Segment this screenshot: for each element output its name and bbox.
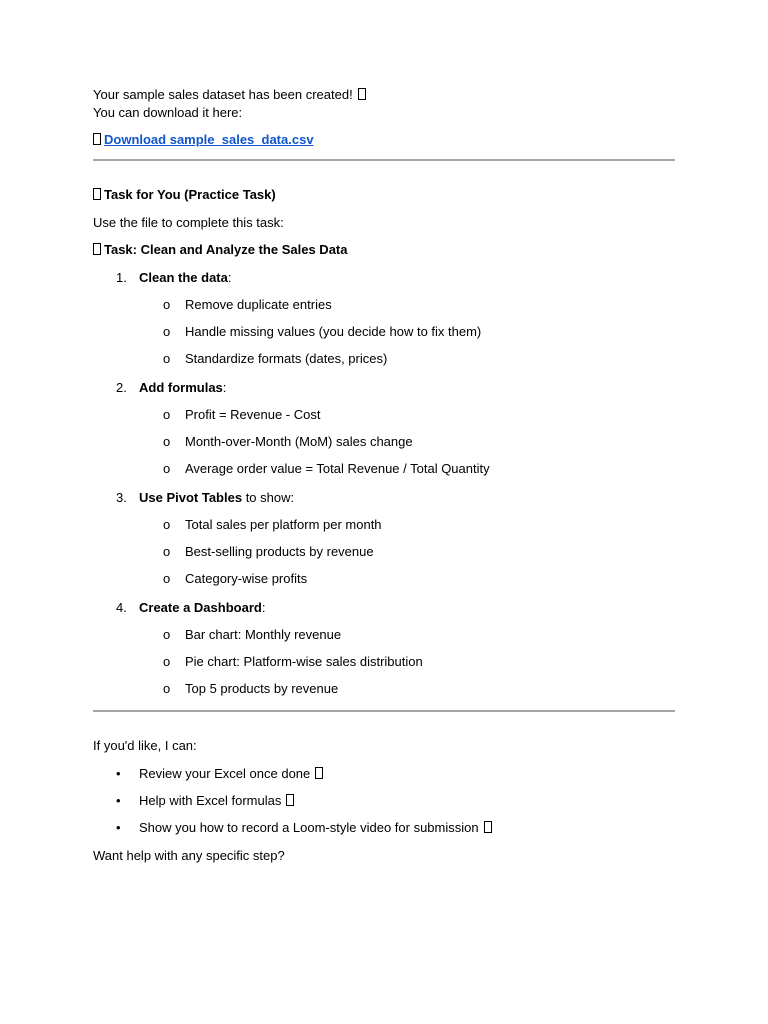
- sub-item-text: Bar chart: Monthly revenue: [185, 627, 342, 642]
- offer-item-line: [139, 765, 323, 783]
- sub-list-item: [93, 626, 675, 644]
- sub-list-item: [93, 680, 675, 698]
- sub-bullet-icon: o: [163, 571, 171, 586]
- bullet-icon: •: [116, 766, 121, 781]
- offer-item-line: [139, 792, 294, 810]
- step-4: [93, 599, 675, 698]
- sub-item-text: Top 5 products by revenue: [185, 681, 339, 696]
- sub-list-item: [93, 543, 675, 561]
- step-number: 2.: [116, 380, 127, 395]
- sub-bullet-icon: o: [163, 544, 171, 559]
- offer-list-item: [93, 792, 675, 810]
- step-title-line: [139, 269, 231, 287]
- step-suffix: to show:: [242, 490, 295, 505]
- step-header: [93, 599, 675, 617]
- sub-item-text: Handle missing values (you decide how to fix them): [185, 324, 482, 339]
- offer-item-text: Help with Excel formulas: [139, 793, 282, 808]
- closing-text: Want help with any specific step?: [93, 848, 285, 863]
- step-3: [93, 489, 675, 588]
- sub-list-item: [93, 350, 675, 368]
- intro-created-text: Your sample sales dataset has been created!: [93, 87, 353, 102]
- sub-bullet-icon: o: [163, 517, 171, 532]
- step-title: Add formulas: [139, 380, 223, 395]
- task-heading: [93, 186, 276, 204]
- intro-line-2: [93, 104, 242, 122]
- step-title-line: [139, 379, 226, 397]
- emoji-placeholder-icon: [93, 133, 101, 145]
- sub-item-text: Profit = Revenue - Cost: [185, 407, 321, 422]
- emoji-placeholder-icon: [358, 88, 366, 100]
- bullet-icon: •: [116, 793, 121, 808]
- step-1: [93, 269, 675, 368]
- sub-item-text: Month-over-Month (MoM) sales change: [185, 434, 413, 449]
- closing-question: [93, 847, 285, 865]
- sub-list-item: [93, 460, 675, 478]
- task-subheading: [93, 241, 347, 259]
- task-instruction: [93, 214, 284, 232]
- sub-list-item: [93, 406, 675, 424]
- download-link[interactable]: Download sample_sales_data.csv: [104, 132, 314, 147]
- sub-bullet-icon: o: [163, 461, 171, 476]
- step-suffix: :: [261, 600, 266, 615]
- emoji-placeholder-icon: [315, 767, 323, 779]
- sub-bullet-icon: o: [163, 324, 171, 339]
- offer-intro-text: If you'd like, I can:: [93, 738, 197, 753]
- task-heading-text: Task for You (Practice Task): [104, 187, 276, 202]
- step-number: 3.: [116, 490, 127, 505]
- bullet-icon: •: [116, 820, 121, 835]
- sub-bullet-icon: o: [163, 297, 171, 312]
- offer-list-item: [93, 765, 675, 783]
- task-subheading-text: Task: Clean and Analyze the Sales Data: [104, 242, 348, 257]
- download-line: [93, 131, 314, 149]
- step-title: Clean the data: [139, 270, 228, 285]
- sub-list-item: [93, 653, 675, 671]
- sub-list-item: [93, 296, 675, 314]
- offer-intro: [93, 737, 197, 755]
- sub-list-item: [93, 570, 675, 588]
- step-title-line: [139, 489, 294, 507]
- sub-item-text: Average order value = Total Revenue / Total Quantity: [185, 461, 490, 476]
- sub-list-item: [93, 516, 675, 534]
- step-title: Use Pivot Tables: [139, 490, 243, 505]
- sub-bullet-icon: o: [163, 351, 171, 366]
- sub-list-item: [93, 323, 675, 341]
- sub-item-text: Pie chart: Platform-wise sales distribution: [185, 654, 423, 669]
- sub-item-text: Best-selling products by revenue: [185, 544, 374, 559]
- step-suffix: :: [227, 270, 232, 285]
- intro-download-text: You can download it here:: [93, 105, 243, 120]
- emoji-placeholder-icon: [286, 794, 294, 806]
- emoji-placeholder-icon: [484, 821, 492, 833]
- emoji-placeholder-icon: [93, 243, 101, 255]
- step-suffix: :: [222, 380, 227, 395]
- step-number: 4.: [116, 600, 127, 615]
- intro-line-1: [93, 86, 366, 104]
- sub-item-text: Total sales per platform per month: [185, 517, 382, 532]
- step-title: Create a Dashboard: [139, 600, 262, 615]
- offer-item-line: [139, 819, 492, 837]
- offer-item-text: Review your Excel once done: [139, 766, 311, 781]
- sub-item-text: Standardize formats (dates, prices): [185, 351, 388, 366]
- step-header: [93, 489, 675, 507]
- offer-list-item: [93, 819, 675, 837]
- sub-bullet-icon: o: [163, 627, 171, 642]
- step-number: 1.: [116, 270, 127, 285]
- step-title-line: [139, 599, 265, 617]
- task-instruction-text: Use the file to complete this task:: [93, 215, 284, 230]
- step-header: [93, 379, 675, 397]
- step-2: [93, 379, 675, 478]
- sub-item-text: Remove duplicate entries: [185, 297, 332, 312]
- sub-bullet-icon: o: [163, 434, 171, 449]
- sub-list-item: [93, 433, 675, 451]
- offer-list: [93, 765, 675, 837]
- offer-item-text: Show you how to record a Loom-style video for submission: [139, 820, 479, 835]
- divider-bottom: [93, 710, 675, 712]
- sub-item-text: Category-wise profits: [185, 571, 308, 586]
- emoji-placeholder-icon: [93, 188, 101, 200]
- divider-top: [93, 159, 675, 161]
- step-header: [93, 269, 675, 287]
- sub-bullet-icon: o: [163, 654, 171, 669]
- sub-bullet-icon: o: [163, 681, 171, 696]
- sub-bullet-icon: o: [163, 407, 171, 422]
